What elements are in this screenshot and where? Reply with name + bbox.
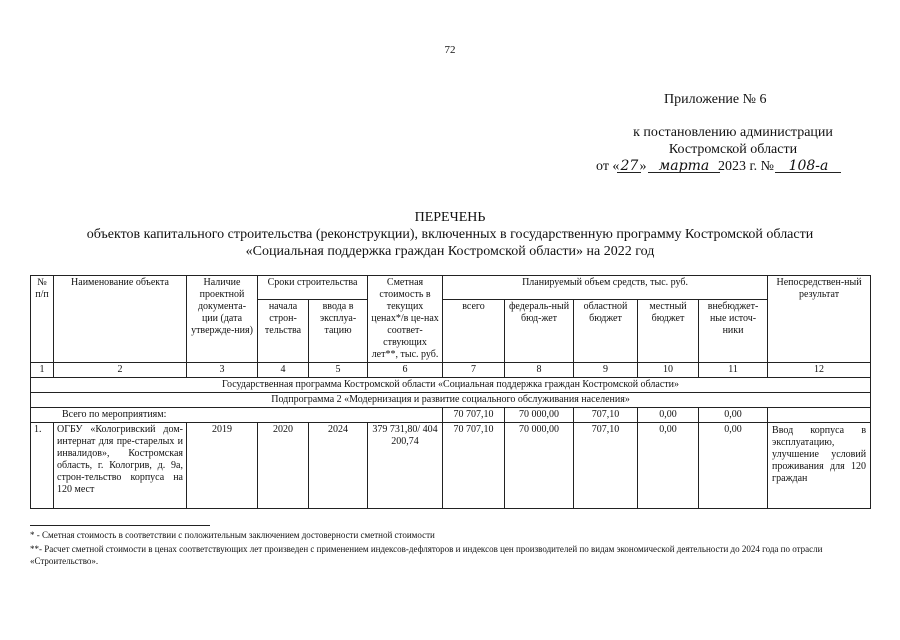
heading-line-2: объектов капитального строительства (реконструкции), включенных в государственную программу Костромской области [86,227,814,242]
column-number-row [31,363,871,378]
handwritten-month: марта [650,158,718,174]
appendix-title: Приложение № 6 [664,92,767,107]
header-row-1 [31,276,871,300]
column-number: 1 [31,363,54,378]
column-number: 9 [574,363,638,378]
subprogram-row [31,393,871,408]
header-federal: федераль-ный бюд-жет [505,300,574,363]
total-label: Всего по мероприятиям: [31,408,443,423]
header-name: Наименование объекта [54,276,187,363]
date-day-suffix: » [639,159,647,174]
date-prefix: от « [596,159,620,174]
header-docs: Наличие проектной документа-ции (дата утвержде-ния) [187,276,258,363]
row-local: 0,00 [638,423,699,509]
header-extra: внебюджет-ные источ-ники [699,300,768,363]
total-result [768,408,871,423]
column-number: 11 [699,363,768,378]
column-number: 3 [187,363,258,378]
header-planned: Планируемый объем средств, тыс. руб. [443,276,768,300]
row-federal: 70 000,00 [505,423,574,509]
column-number: 4 [258,363,309,378]
header-cost: Сметная стоимость в текущих ценах*/в це-нах соответ-ствующих лет**, тыс. руб. [368,276,443,363]
objects-table [30,275,871,509]
header-regional: областной бюджет [574,300,638,363]
decree-line-1: к постановлению администрации [633,125,833,140]
decree-date-line [596,158,839,175]
row-cost: 379 731,80/ 404 200,74 [368,423,443,509]
footnote-1: * - Сметная стоимость в соответствии с положительным заключением достоверности сметной стоимости [30,530,435,540]
footnote-divider [30,525,210,526]
header-num: № п/п [31,276,54,363]
program-title: Государственная программа Костромской области «Социальная поддержка граждан Костромской области» [31,378,871,393]
decree-line-2: Костромской области [668,142,798,157]
footnote-2: **- Расчет сметной стоимости в ценах соответствующих лет произведен с применением индексов-дефляторов и индексов цен производителей по видам экономической деятельности до 2024 года по отрасли «Строительство». [30,544,823,566]
heading-title: ПЕРЕЧЕНЬ [414,210,486,225]
table-row [31,423,871,509]
row-object-name: ОГБУ «Кологривский дом-интернат для пре-старелых и инвалидов», Костромская область, г. Кологрив, д. 9а, строн-тельство корпуса на 120 мест [54,423,187,509]
total-extra: 0,00 [699,408,768,423]
row-start: 2020 [258,423,309,509]
header-result: Непосредствен-ный результат [768,276,871,363]
row-docs: 2019 [187,423,258,509]
column-number: 8 [505,363,574,378]
total-regional: 707,10 [574,408,638,423]
row-total: 70 707,10 [443,423,505,509]
column-number: 10 [638,363,699,378]
column-number: 2 [54,363,187,378]
header-terms: Сроки строительства [258,276,368,300]
header-local: местный бюджет [638,300,699,363]
heading-line-3: «Социальная поддержка граждан Костромской области» на 2022 год [245,244,655,259]
column-number: 7 [443,363,505,378]
total-all: 70 707,10 [443,408,505,423]
handwritten-decree-number: 108-а [777,158,839,174]
column-number: 12 [768,363,871,378]
date-year: 2023 г. № [717,159,774,174]
document-heading [0,209,900,260]
total-row [31,408,871,423]
column-number: 5 [309,363,368,378]
row-num: 1. [31,423,54,509]
row-commission: 2024 [309,423,368,509]
header-start: начала строн-тельства [258,300,309,363]
total-local: 0,00 [638,408,699,423]
row-result: Ввод корпуса в эксплуатацию, улучшение условий проживания для 120 граждан [768,423,871,509]
header-commission: ввода в эксплуа-тацию [309,300,368,363]
header-total: всего [443,300,505,363]
row-regional: 707,10 [574,423,638,509]
program-row [31,378,871,393]
decree-reference [598,124,868,158]
subprogram-title: Подпрограмма 2 «Модернизация и развитие социального обслуживания населения» [31,393,871,408]
row-extra: 0,00 [699,423,768,509]
handwritten-day: 27 [620,158,639,174]
page-number: 72 [444,44,456,56]
total-federal: 70 000,00 [505,408,574,423]
column-number: 6 [368,363,443,378]
